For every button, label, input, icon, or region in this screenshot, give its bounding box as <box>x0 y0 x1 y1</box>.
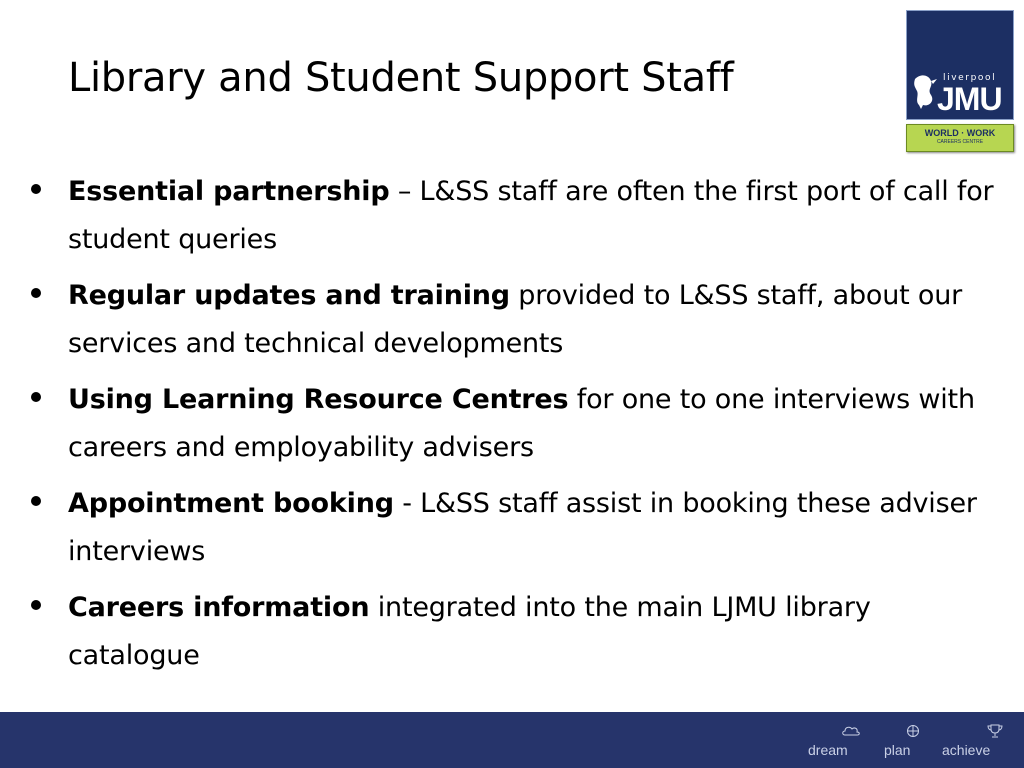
footer-plan: plan <box>884 742 911 758</box>
bullet-bold: Using Learning Resource Centres <box>68 384 569 415</box>
world-of-work-text: WORLD · WORK <box>924 128 996 138</box>
bullet-rest: integrated into the main LJMU library catalogue <box>68 592 871 671</box>
bullet-bold: Regular updates and training <box>68 280 510 311</box>
bullet-text <box>68 480 998 576</box>
bullet-dot <box>31 496 41 506</box>
compass-icon <box>904 724 922 738</box>
bullet-dot <box>31 288 41 298</box>
bullet-text <box>68 272 998 368</box>
logo-jmu-text: JMU <box>937 81 1002 117</box>
footer-dream: dream <box>808 742 848 758</box>
bullet-rest: - L&SS staff assist in booking these adviser interviews <box>68 488 977 567</box>
world-of-work-badge <box>906 124 1014 152</box>
bullet-dot <box>31 392 41 402</box>
bullet-rest: provided to L&SS staff, about our services and technical developments <box>68 280 963 359</box>
slide-title: Library and Student Support Staff <box>68 55 734 101</box>
liver-bird-icon <box>911 71 939 111</box>
footer-achieve: achieve <box>942 742 991 758</box>
bullet-text <box>68 376 998 472</box>
bullet-dot <box>31 600 41 610</box>
bullet-bold: Careers information <box>68 592 370 623</box>
bullet-rest: for one to one interviews with careers and employability advisers <box>68 384 975 463</box>
jmu-logo-box <box>906 10 1014 120</box>
trophy-icon <box>986 724 1004 738</box>
cloud-icon <box>842 724 860 738</box>
careers-centre-text: CAREERS CENTRE <box>936 139 984 145</box>
bullet-rest: – L&SS staff are often the first port of call for student queries <box>68 176 994 255</box>
bullet-text <box>68 168 998 264</box>
bullet-text <box>68 584 998 680</box>
bullet-bold: Appointment booking <box>68 488 394 519</box>
bullet-dot <box>31 184 41 194</box>
bullet-bold: Essential partnership <box>68 176 390 207</box>
logo-liverpool-text: liverpool <box>943 73 997 83</box>
footer-bar <box>0 712 1024 768</box>
